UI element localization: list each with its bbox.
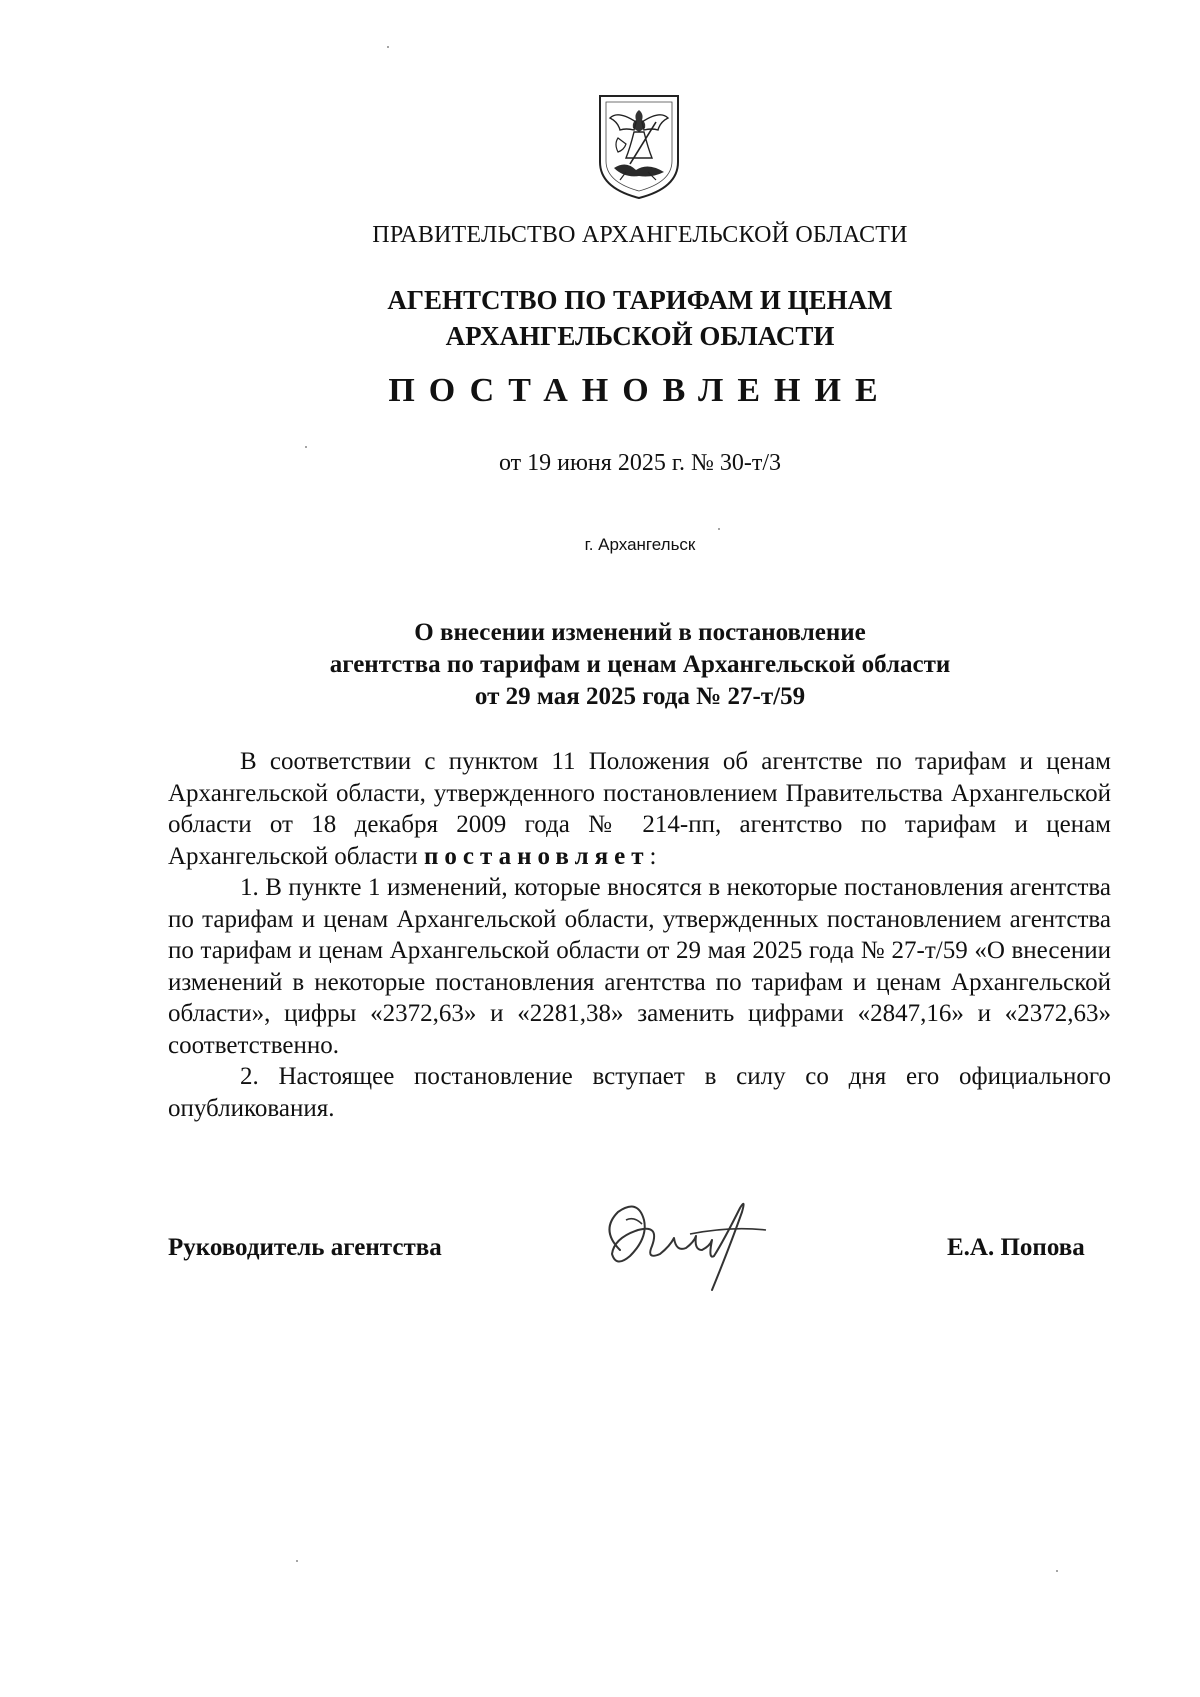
document-type: ПОСТАНОВЛЕНИЕ: [388, 372, 892, 409]
subject-line: от 29 мая 2025 года № 27-т/59: [474, 683, 806, 710]
item-1-paragraph: 1. В пункте 1 изменений, которые вносятся в некоторые постановления агентства по тарифам и ценам Архангельской области, утвержденных постановлением агентства по тарифам и ценам Архангельской области от 29 мая 2025 года № 27-т/59 «О внесении изменений в некоторые постановления агентства по тарифам и ценам Архангельской области», цифры «2372,63» и «2281,38» заменить цифрами «2847,16» и «2372,63» соответственно.: [168, 874, 1111, 1059]
agency-name-line: АРХАНГЕЛЬСКОЙ ОБЛАСТИ: [445, 321, 835, 351]
document-date-number: от 19 июня 2025 г. № 30-т/3: [498, 450, 781, 476]
preamble-text: В соответствии с пунктом 11 Положения об агентстве по тарифам и ценам Архангельской области, утвержденного постановлением Правительства Архангельской области от 18 декабря 2009 года № 214-пп, агентство по тарифам и ценам Архангельской области: [168, 748, 1111, 870]
scan-speck: [305, 446, 307, 448]
agency-name: [0, 282, 1200, 354]
government-name: ПРАВИТЕЛЬСТВО АРХАНГЕЛЬСКОЙ ОБЛАСТИ: [372, 222, 908, 248]
resolves-colon: :: [649, 842, 657, 870]
resolves-word: постановляет: [424, 842, 650, 870]
subject-line: О внесении изменений в постановление: [414, 619, 866, 646]
handwritten-signature-icon: [590, 1190, 770, 1300]
subject-line: агентства по тарифам и ценам Архангельской области: [329, 651, 951, 678]
scan-speck: [296, 1560, 298, 1562]
agency-name-line: АГЕНТСТВО ПО ТАРИФАМ И ЦЕНАМ: [387, 285, 893, 315]
item-2-paragraph: 2. Настоящее постановление вступает в силу со дня его официального опубликования.: [168, 1063, 1111, 1122]
scan-speck: [1056, 1570, 1058, 1572]
scan-speck: [718, 528, 720, 530]
scan-speck: [387, 46, 389, 48]
document-city: г. Архангельск: [584, 535, 696, 554]
coat-of-arms-icon: [596, 92, 682, 202]
preamble-paragraph: [168, 746, 1111, 872]
document-body: [168, 746, 1111, 1124]
signatory-name: Е.А. Попова: [947, 1234, 1085, 1261]
document-subject: [0, 617, 1200, 713]
signatory-title: Руководитель агентства: [168, 1234, 442, 1261]
